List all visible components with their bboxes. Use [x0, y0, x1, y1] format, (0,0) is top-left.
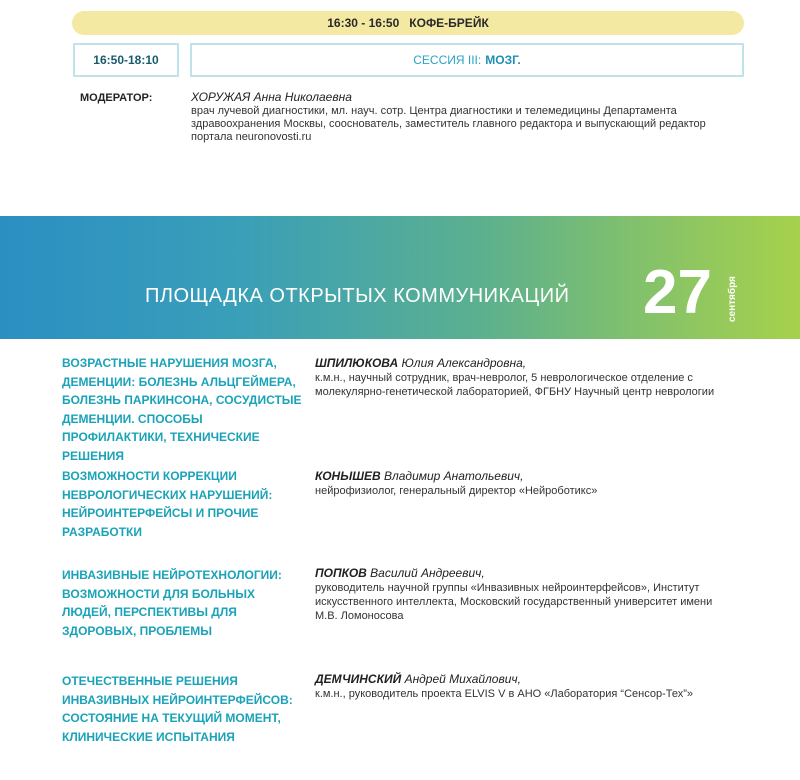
session-title-box — [190, 43, 744, 77]
talk-topic: ВОЗМОЖНОСТИ КОРРЕКЦИИ НЕВРОЛОГИЧЕСКИХ НАРУШЕНИЙ: НЕЙРОИНТЕРФЕЙСЫ И ПРОЧИЕ РАЗРАБОТКИ — [62, 469, 273, 539]
speaker-surname: ШПИЛЮКОВА — [315, 356, 399, 370]
speaker-surname: ПОПКОВ — [315, 566, 367, 580]
talk-topic: ОТЕЧЕСТВЕННЫЕ РЕШЕНИЯ ИНВАЗИВНЫХ НЕЙРОИНТЕРФЕЙСОВ: СОСТОЯНИЕ НА ТЕКУЩИЙ МОМЕНТ, КЛИНИЧЕСКИЕ ИСПЫТАНИЯ — [62, 674, 293, 744]
banner-day: 27 — [643, 258, 712, 327]
banner-title: ПЛОЩАДКА ОТКРЫТЫХ КОММУНИКАЦИЙ — [145, 285, 570, 307]
speaker-given-name: Василий Андреевич, — [370, 566, 485, 580]
speaker-surname: ДЕМЧИНСКИЙ — [315, 672, 402, 686]
talk-speaker — [315, 566, 735, 623]
speaker-description: руководитель научной группы «Инвазивных нейроинтерфейсов», Институт искусственного интеллекта, Московский государственный университет имени М.В. Ломоносова — [315, 582, 713, 622]
break-label: КОФЕ-БРЕЙК — [409, 16, 489, 30]
speaker-given-name: Андрей Михайлович, — [404, 672, 521, 686]
moderator-description: врач лучевой диагностики, мл. науч. сотр. Центра диагностики и телемедицины Департамента здравоохранения Москвы, сооснователь, заместитель главного редактора и выпускающий редактор портала neuronovosti.ru — [191, 105, 706, 143]
speaker-name — [315, 469, 735, 483]
talk-speaker — [315, 469, 735, 498]
session-time: 16:50-18:10 — [93, 53, 159, 67]
moderator-block — [191, 91, 736, 144]
talk-speaker — [315, 672, 735, 701]
speaker-surname: КОНЫШЕВ — [315, 469, 381, 483]
speaker-given-name: Юлия Александровна, — [401, 356, 527, 370]
speaker-description: к.м.н., руководитель проекта ELVIS V в АНО «Лаборатория “Сенсор-Тех”» — [315, 688, 694, 700]
previous-row-edge — [330, 0, 630, 2]
moderator-label: МОДЕРАТОР: — [80, 92, 153, 104]
session-time-box — [73, 43, 179, 77]
speaker-name — [315, 356, 735, 370]
session-name: МОЗГ. — [485, 53, 521, 67]
banner-month: сентября — [727, 276, 738, 322]
talk-speaker — [315, 356, 735, 399]
coffee-break-bar — [72, 11, 744, 35]
speaker-given-name: Владимир Анатольевич, — [383, 469, 524, 483]
talk-topic: ВОЗРАСТНЫЕ НАРУШЕНИЯ МОЗГА, ДЕМЕНЦИИ: БОЛЕЗНЬ АЛЬЦГЕЙМЕРА, БОЛЕЗНЬ ПАРКИНСОНА, СОСУДИСТЫЕ ДЕМЕНЦИИ. СПОСОБЫ ПРОФИЛАКТИКИ, ТЕХНИЧЕСКИЕ РЕШЕНИЯ — [62, 356, 302, 463]
talk-topic: ИНВАЗИВНЫЕ НЕЙРОТЕХНОЛОГИИ: ВОЗМОЖНОСТИ ДЛЯ БОЛЬНЫХ ЛЮДЕЙ, ПЕРСПЕКТИВЫ ДЛЯ ЗДОРОВЫХ, ПРОБЛЕМЫ — [62, 568, 282, 638]
speaker-description: нейрофизиолог, генеральный директор «Нейроботикс» — [315, 485, 598, 497]
moderator-name: ХОРУЖАЯ Анна Николаевна — [191, 90, 352, 104]
speaker-name — [315, 566, 735, 580]
session-prefix: СЕССИЯ III: — [413, 53, 482, 67]
speaker-name — [315, 672, 735, 686]
speaker-description: к.м.н., научный сотрудник, врач-невролог, 5 неврологическое отделение с молекулярно-генетической лабораторией, ФГБНУ Научный центр неврологии — [315, 372, 715, 398]
break-time: 16:30 - 16:50 — [327, 16, 400, 30]
